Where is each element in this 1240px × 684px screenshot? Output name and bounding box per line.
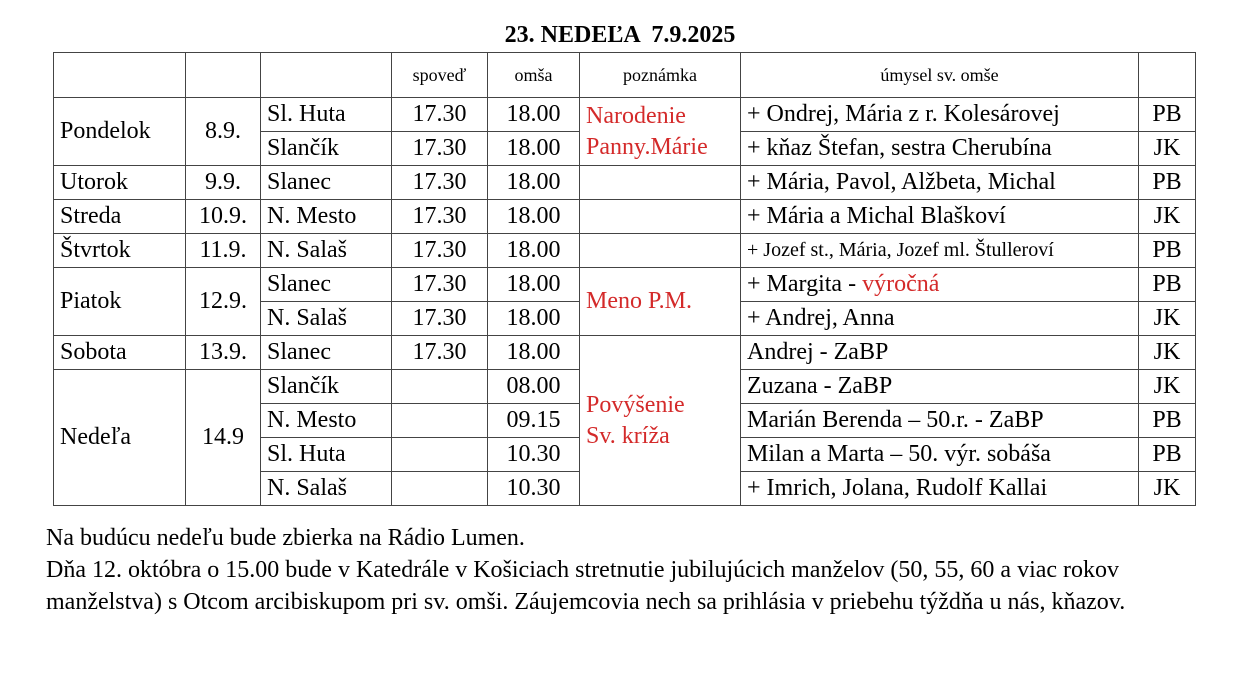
day-cell: Štvrtok: [54, 234, 186, 268]
day-cell: Piatok: [54, 268, 186, 336]
header-umysel: úmysel sv. omše: [741, 53, 1139, 98]
priest-cell: JK: [1139, 472, 1196, 506]
header-cell: [1139, 53, 1196, 98]
header-cell: [261, 53, 392, 98]
date-cell: 13.9.: [186, 336, 261, 370]
spoved-cell: 17.30: [392, 336, 488, 370]
mass-schedule-table: [53, 52, 1196, 506]
table-row: [54, 200, 1196, 234]
omsa-cell: 18.00: [488, 200, 580, 234]
priest-cell: JK: [1139, 132, 1196, 166]
intention-cell: + Andrej, Anna: [741, 302, 1139, 336]
spoved-cell: 17.30: [392, 132, 488, 166]
spoved-cell: 17.30: [392, 234, 488, 268]
priest-cell: PB: [1139, 234, 1196, 268]
note-cell: [580, 200, 741, 234]
place-cell: N. Mesto: [261, 200, 392, 234]
note-cell: [580, 98, 741, 166]
table-row: [54, 166, 1196, 200]
intention-cell: + kňaz Štefan, sestra Cherubína: [741, 132, 1139, 166]
priest-cell: JK: [1139, 200, 1196, 234]
omsa-cell: 18.00: [488, 302, 580, 336]
table-row: [54, 268, 1196, 302]
announcement-jubilee: Dňa 12. októbra o 15.00 bude v Katedrále v Košiciach stretnutie jubilujúcich manželov (50, 55, 60 a viac rokov manželstva) s Otcom arcibiskupom pri sv. omši. Záujemcovia nech sa prihlásia v priebehu týždňa u nás, kňazov.: [46, 557, 1126, 615]
place-cell: Slančík: [261, 132, 392, 166]
place-cell: Slanec: [261, 268, 392, 302]
intention-cell: Zuzana - ZaBP: [741, 370, 1139, 404]
omsa-cell: 18.00: [488, 336, 580, 370]
omsa-cell: 18.00: [488, 98, 580, 132]
place-cell: N. Salaš: [261, 472, 392, 506]
note-cell: [580, 336, 741, 506]
priest-cell: PB: [1139, 438, 1196, 472]
priest-cell: PB: [1139, 404, 1196, 438]
date-cell: 10.9.: [186, 200, 261, 234]
announcements: [46, 522, 1206, 618]
spoved-cell: 17.30: [392, 302, 488, 336]
priest-cell: JK: [1139, 370, 1196, 404]
priest-cell: JK: [1139, 302, 1196, 336]
note-cell: Meno P.M.: [580, 268, 741, 336]
omsa-cell: 09.15: [488, 404, 580, 438]
omsa-cell: 10.30: [488, 472, 580, 506]
intention-cell: Marián Berenda – 50.r. - ZaBP: [741, 404, 1139, 438]
date-cell: 12.9.: [186, 268, 261, 336]
place-cell: N. Salaš: [261, 302, 392, 336]
intention-cell: [741, 268, 1139, 302]
omsa-cell: 18.00: [488, 234, 580, 268]
day-cell: Pondelok: [54, 98, 186, 166]
date-cell: 9.9.: [186, 166, 261, 200]
announcement-collection: Na budúcu nedeľu bude zbierka na Rádio Lumen.: [46, 525, 525, 551]
spoved-cell: 17.30: [392, 268, 488, 302]
place-cell: Slanec: [261, 336, 392, 370]
note-cell: [580, 166, 741, 200]
spoved-cell: 17.30: [392, 200, 488, 234]
header-spoved: spoveď: [392, 53, 488, 98]
spoved-cell: [392, 404, 488, 438]
header-cell: [186, 53, 261, 98]
priest-cell: PB: [1139, 166, 1196, 200]
day-cell: Utorok: [54, 166, 186, 200]
place-cell: N. Salaš: [261, 234, 392, 268]
intention-cell: + Mária a Michal Blaškoví: [741, 200, 1139, 234]
header-cell: [54, 53, 186, 98]
date-cell: 14.9: [186, 370, 261, 506]
place-cell: Slanec: [261, 166, 392, 200]
page-title: 23. NEDEĽA 7.9.2025: [504, 22, 736, 48]
date-cell: 8.9.: [186, 98, 261, 166]
note-line: Povýšenie: [586, 391, 685, 418]
intention-anniversary: výročná: [862, 271, 940, 297]
omsa-cell: 18.00: [488, 166, 580, 200]
priest-cell: JK: [1139, 336, 1196, 370]
date-cell: 11.9.: [186, 234, 261, 268]
note-line: Narodenie: [586, 102, 686, 129]
intention-cell: + Jozef st., Mária, Jozef ml. Štulleroví: [741, 234, 1139, 268]
omsa-cell: 18.00: [488, 132, 580, 166]
header-omsa: omša: [488, 53, 580, 98]
spoved-cell: 17.30: [392, 98, 488, 132]
omsa-cell: 10.30: [488, 438, 580, 472]
omsa-cell: 18.00: [488, 268, 580, 302]
intention-cell: + Ondrej, Mária z r. Kolesárovej: [741, 98, 1139, 132]
spoved-cell: [392, 472, 488, 506]
intention-cell: + Imrich, Jolana, Rudolf Kallai: [741, 472, 1139, 506]
note-line: Sv. kríža: [586, 422, 670, 449]
header-poznamka: poznámka: [580, 53, 741, 98]
table-row: [54, 98, 1196, 132]
spoved-cell: [392, 438, 488, 472]
intention-text: + Margita -: [747, 271, 863, 297]
omsa-cell: 08.00: [488, 370, 580, 404]
spoved-cell: 17.30: [392, 166, 488, 200]
day-cell: Sobota: [54, 336, 186, 370]
day-cell: Streda: [54, 200, 186, 234]
table-row: [54, 234, 1196, 268]
place-cell: Slančík: [261, 370, 392, 404]
place-cell: Sl. Huta: [261, 98, 392, 132]
intention-cell: Andrej - ZaBP: [741, 336, 1139, 370]
place-cell: Sl. Huta: [261, 438, 392, 472]
day-cell: Nedeľa: [54, 370, 186, 506]
spoved-cell: [392, 370, 488, 404]
note-line: Panny.Márie: [586, 133, 708, 160]
note-cell: [580, 234, 741, 268]
priest-cell: PB: [1139, 268, 1196, 302]
place-cell: N. Mesto: [261, 404, 392, 438]
table-row: [54, 336, 1196, 370]
intention-cell: Milan a Marta – 50. výr. sobáša: [741, 438, 1139, 472]
priest-cell: PB: [1139, 98, 1196, 132]
header-row: [54, 53, 1196, 98]
intention-cell: + Mária, Pavol, Alžbeta, Michal: [741, 166, 1139, 200]
